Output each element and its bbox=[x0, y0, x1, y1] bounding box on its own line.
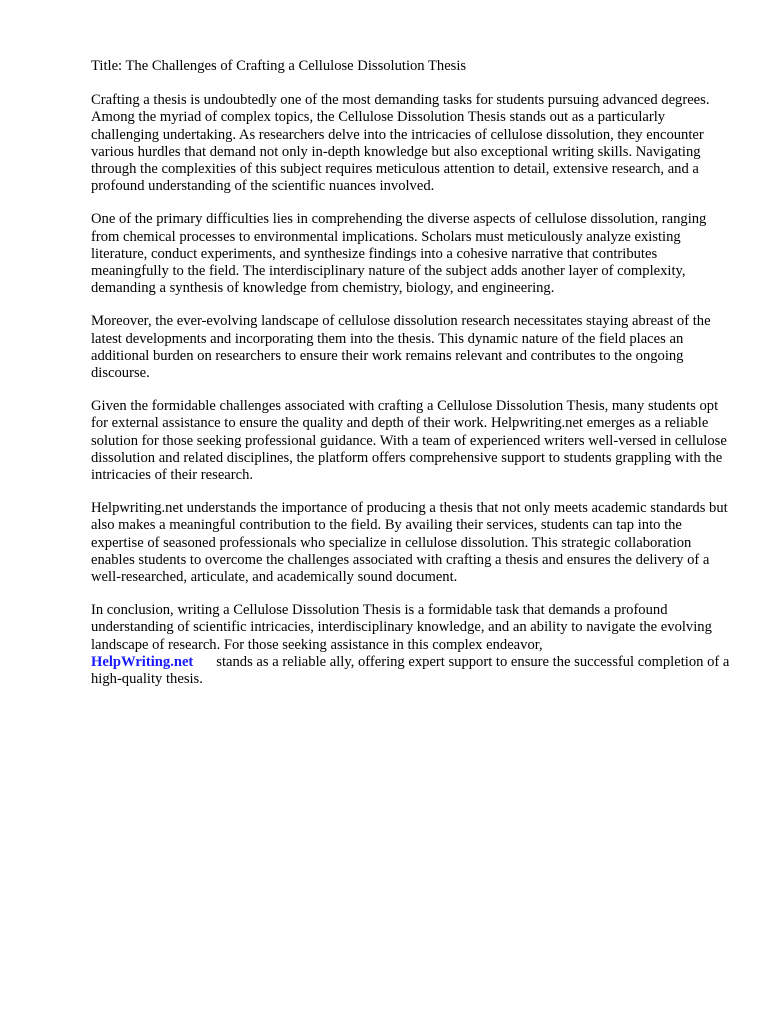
paragraph-landscape: Moreover, the ever-evolving landscape of cellulose dissolution research necessitates staying abreast of the latest developments and incorporating them into the thesis. This dynamic nature of the field places an additional burden on researchers to ensure their work remains relevant and contributes to the ongoing discourse. bbox=[91, 313, 711, 382]
document-page bbox=[91, 58, 731, 704]
conclusion-text-after-link: stands as a reliable ally, offering expert support to ensure the successful completion of a high-quality thesis. bbox=[91, 653, 730, 688]
conclusion-text-before-link: In conclusion, writing a Cellulose Dissolution Thesis is a formidable task that demands a profound understanding of scientific intricacies, interdisciplinary knowledge, and an ability to navigate the evolving landscape of research. For those seeking assistance in this complex endeavor, bbox=[91, 602, 712, 653]
paragraph-helpwriting: Helpwriting.net understands the importance of producing a thesis that not only meets academic standards but also makes a meaningful contribution to the field. By availing their services, students can tap into the expertise of seasoned professionals who specialize in cellulose dissolution. This strategic collaboration enables students to overcome the challenges associated with crafting a thesis and ensures the delivery of a well-researched, articulate, and academically sound document. bbox=[91, 500, 728, 586]
document-title: Title: The Challenges of Crafting a Cellulose Dissolution Thesis bbox=[91, 58, 467, 74]
helpwriting-link[interactable]: HelpWriting.net bbox=[91, 653, 194, 670]
paragraph-conclusion bbox=[91, 602, 731, 688]
paragraph-difficulties: One of the primary difficulties lies in comprehending the diverse aspects of cellulose dissolution, ranging from chemical processes to environmental implications. Scholars must meticulously analyze existing literature, conduct experiments, and synthesize findings into a cohesive narrative that contributes meaningfully to the field. The interdisciplinary nature of the subject adds another layer of complexity, demanding a synthesis of knowledge from chemistry, biology, and engineering. bbox=[91, 211, 707, 297]
paragraph-assistance: Given the formidable challenges associated with crafting a Cellulose Dissolution Thesis, many students opt for external assistance to ensure the quality and depth of their work. Helpwriting.net emerges as a reliable solution for those seeking professional guidance. With a team of experienced writers well-versed in cellulose dissolution and related disciplines, the platform offers comprehensive support to students grappling with the intricacies of their research. bbox=[91, 398, 727, 484]
paragraph-intro: Crafting a thesis is undoubtedly one of the most demanding tasks for students pursuing advanced degrees. Among the myriad of complex topics, the Cellulose Dissolution Thesis stands out as a particularly challenging undertaking. As researchers delve into the intricacies of cellulose dissolution, they encounter various hurdles that demand not only in-depth knowledge but also exceptional writing skills. Navigating through the complexities of this subject requires meticulous attention to detail, extensive research, and a profound understanding of the scientific nuances involved. bbox=[91, 92, 710, 195]
